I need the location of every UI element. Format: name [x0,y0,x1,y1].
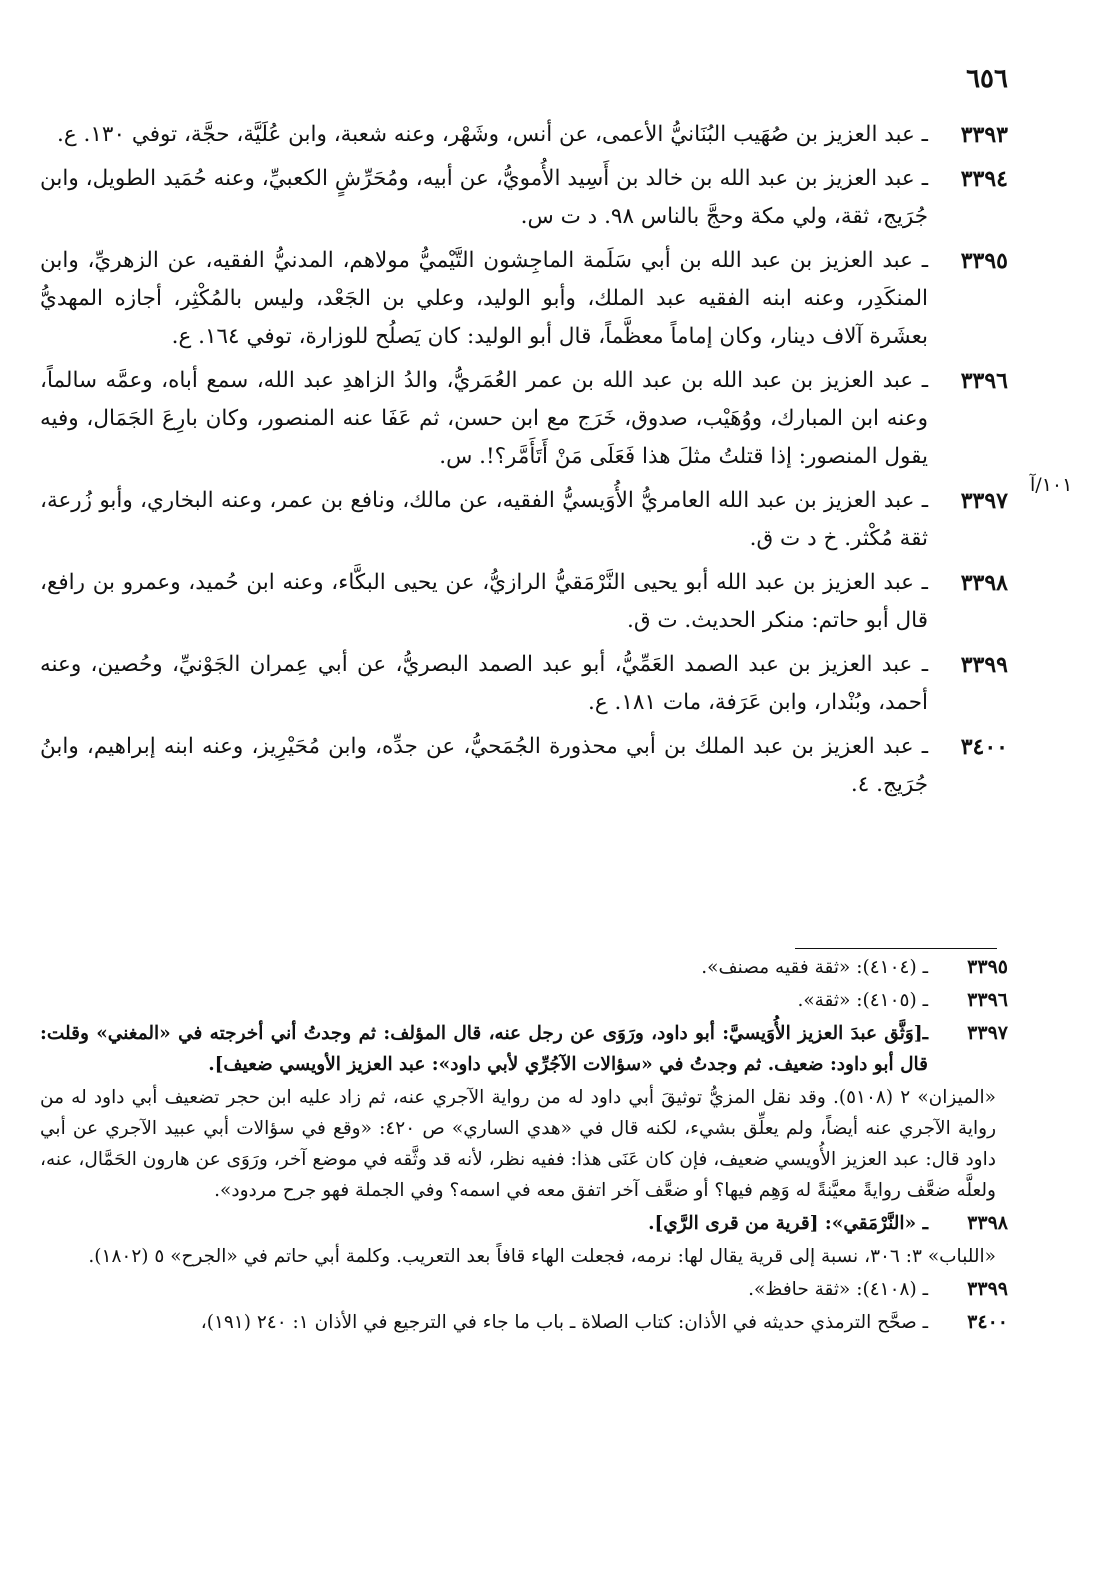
entry [40,564,1008,640]
footnote-number: ٣٣٩٥ [967,956,1008,978]
entry-text: ـ عبد العزيز بن عبد الله العامريُّ الأُوَيسيُّ الفقيه، عن مالك، ونافع بن عمر، وعنه البخاري، وأبو زُرعة، ثقة مُكْثر. خ د ت ق. [40,488,928,551]
footnote [40,952,1008,983]
entry-number: ٣٣٩٨ [960,570,1008,596]
entry [40,728,1008,804]
footnotes [40,950,1008,1338]
entry-text: ـ عبد العزيز بن عبد الصمد العَمِّيُّ، أبو عبد الصمد البصريُّ، عن أبي عِمران الجَوْنيِّ، وحُصين، وعنه أحمد، وبُنْدار، وابن عَرَفة، مات ١٨١. ع. [40,652,928,715]
footnote-text: ـ (٤١٠٨): «ثقة حافظ». [748,1279,928,1300]
margin-folio-note: ١٠١/آ [1030,474,1073,496]
entry [40,646,1008,722]
footnote-commentary: «الميزان» ٢ (٥١٠٨). وقد نقل المزيُّ توثيقَ أبي داود له من رواية الآجري عنه، ثم زاد عليه ابن حجر تضعيف أبي داود له من رواية الآجري عنه أيضاً، ولم يعلِّق بشيء، لكنه قال في «هدي الساري» ص ٤٢٠: «وقع في سؤالات أبي عبيد الآجري عن أبي داود قال: عبد العزيز الأُويسي ضعيف، فإن كان عَنَى هذا: ففيه نظر، لأنه قد وثَّقه في موضع آخر، ورَوَى عن هارون الحَمَّال، عنه، ولعلَّه ضعَّف روايةً معيَّنةً له وَهِم فيها؟ أو ضعَّف آخر اتفق معه في اسمه؟ وفي الجملة فهو جرح مردود». [40,1087,997,1201]
footnote [40,1208,1008,1239]
entry-text: ـ عبد العزيز بن عبد الله بن عبد الله بن عمر العُمَريُّ، والدُ الزاهدِ عبد الله، سمع أباه، وعمَّه سالماً، وعنه ابن المبارك، ووُهَيْب، صدوق، خَرَج مع ابن حسن، ثم عَفَا عنه المنصور، وكان بارِعَ الجَمَال، وفيه يقول المنصور: إذا قتلتُ مثلَ هذا فَعَلَى مَنْ أَتَأَمَّر؟!. س. [40,368,928,469]
entry [40,362,1008,476]
footnote-text: ـ (٤١٠٤): «ثقة فقيه مصنف». [701,957,928,978]
entry-number: ٣٣٩٣ [960,122,1008,148]
entry [40,482,1008,558]
entry-number: ٣٣٩٧ [960,488,1008,514]
page-number: ٦٥٦ [966,64,1008,94]
footnote-number: ٣٣٩٧ [967,1022,1008,1044]
entry [40,116,1008,154]
entry [40,242,1008,356]
entry-text: ـ عبد العزيز بن عبد الله أبو يحيى النَّرْمَقيُّ الرازيُّ، عن يحيى البكَّاء، وعنه ابن حُميد، وعمرو بن رافع، قال أبو حاتم: منكر الحديث. ت ق. [40,570,928,633]
entry-number: ٣٤٠٠ [960,734,1008,760]
footnote-number: ٣٣٩٦ [967,989,1008,1011]
entry [40,160,1008,236]
footnote-text: ـ[وَثَّق عبدَ العزيز الأُوَيسيَّ: أبو داود، ورَوَى عن رجل عنه، قال المؤلف: ثم وجدتُ أني أخرجته في «المغني» وقلت: قال أبو داود: ضعيف. ثم وجدتُ في «سؤالات الآجُرِّي لأبي داود»: عبد العزيز الأويسي ضعيف]. [40,1023,928,1075]
entry-text: ـ عبد العزيز بن عبد الله بن أبي سَلَمة الماجِشون التَّيْميُّ مولاهم، المدنيُّ الفقيه، عن الزهريِّ، وابن المنكَدِر، وعنه ابنه الفقيه عبد الملك، وأبو الوليد، وعلي بن الجَعْد، وليس بالمُكْثِر، أجازه المهديُّ بعشَرة آلاف دينار، وكان إماماً معظَّماً، قال أبو الوليد: كان يَصلُح للوزارة، توفي ١٦٤. ع. [40,248,928,349]
entry-text: ـ عبد العزيز بن عبد الله بن خالد بن أَسِيد الأُمويُّ، عن أبيه، ومُحَرِّشٍ الكعبيِّ، وعنه حُمَيد الطويل، وابن جُرَيج، ثقة، ولي مكة وحجَّ بالناس ٩٨. د ت س. [40,166,928,229]
entry-text: ـ عبد العزيز بن صُهَيب البُنَانيُّ الأعمى، عن أنس، وشَهْر، وعنه شعبة، وابن عُلَيَّة، حجَّة، توفي ١٣٠. ع. [57,122,928,147]
entry-number: ٣٣٩٥ [960,248,1008,274]
main-text [40,116,1008,810]
footnote-commentary: «اللباب» ٣: ٣٠٦، نسبة إلى قرية يقال لها: نرمه، فجعلت الهاء قافاً بعد التعريب. وكلمة أبي حاتم في «الجرح» ٥ (١٨٠٢). [88,1246,996,1267]
footnote-text: ـ (٤١٠٥): «ثقة». [797,990,928,1011]
footnote [40,1274,1008,1305]
footnote [40,985,1008,1016]
footnote-number: ٣٣٩٩ [967,1278,1008,1300]
footnote [40,1307,1008,1338]
entry-number: ٣٣٩٦ [960,368,1008,394]
footnote-text: ـ «النَّرْمَقي»: [قرية من قرى الرَّي]. [648,1213,928,1234]
footnote-number: ٣٣٩٨ [967,1212,1008,1234]
entry-number: ٣٣٩٩ [960,652,1008,678]
entry-number: ٣٣٩٤ [960,166,1008,192]
footnote-divider [795,948,997,949]
entry-text: ـ عبد العزيز بن عبد الملك بن أبي محذورة الجُمَحيُّ، عن جدِّه، وابن مُحَيْرِيز، وعنه ابنه إبراهيم، وابنُ جُرَيج. ٤. [40,734,928,797]
footnote [40,1018,1008,1080]
footnote-text: ـ صحَّح الترمذي حديثه في الأذان: كتاب الصلاة ـ باب ما جاء في الترجيع في الأذان ١: ٢٤٠ (١٩١)، [200,1312,928,1333]
footnote-number: ٣٤٠٠ [967,1311,1008,1333]
